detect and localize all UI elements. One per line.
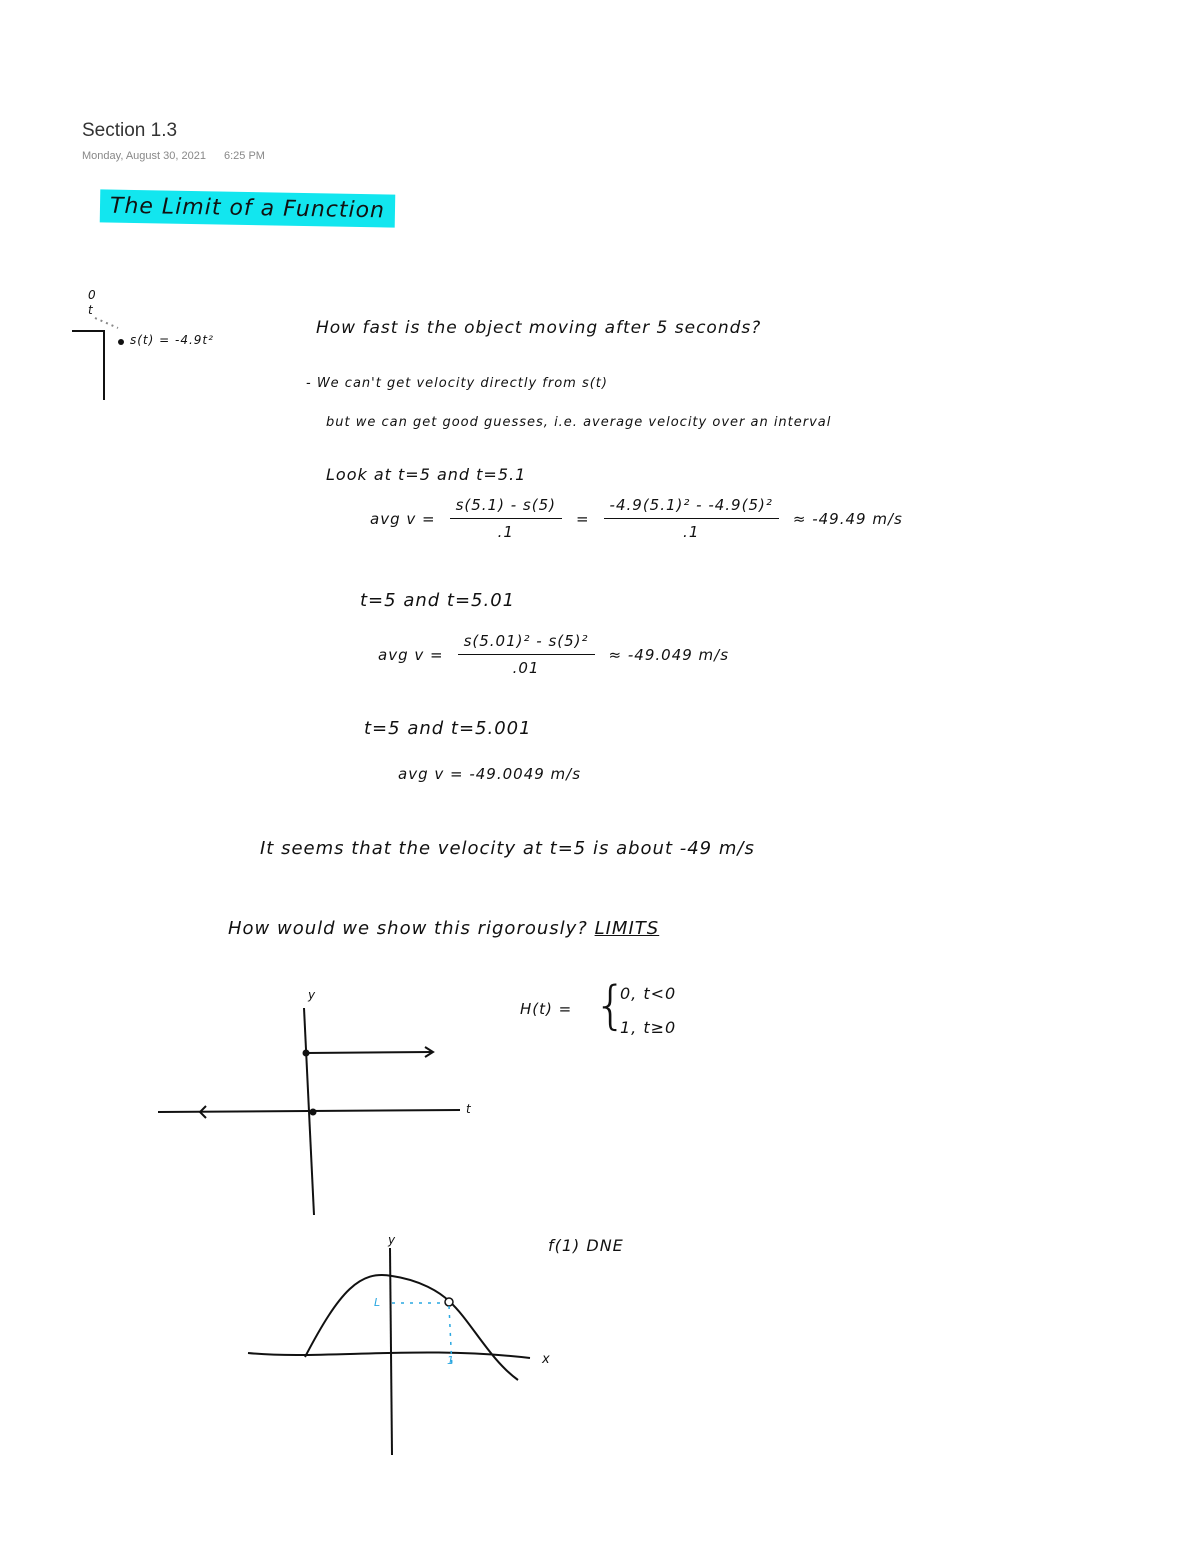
limit-L-label: L bbox=[374, 1296, 382, 1309]
case3-intro: t=5 and t=5.001 bbox=[364, 718, 532, 739]
numerator: s(5.01)² - s(5)² bbox=[458, 632, 595, 655]
limit-graph bbox=[248, 1248, 530, 1455]
case2-result: ≈ -49.049 m/s bbox=[608, 645, 730, 664]
graph1-y-label: y bbox=[308, 988, 317, 1002]
graph2-x-label: x bbox=[542, 1352, 551, 1367]
case1-fraction-2 bbox=[604, 496, 779, 541]
rigor-text: How would we show this rigorously? bbox=[228, 918, 588, 939]
limit-guides bbox=[392, 1303, 452, 1368]
heaviside-name: H(t) = bbox=[520, 1000, 573, 1018]
note-line-1: - We can't get velocity directly from s(t) bbox=[306, 376, 608, 391]
closed-dot-0 bbox=[310, 1109, 317, 1116]
graph1-x-label: t bbox=[466, 1102, 472, 1116]
equals: = bbox=[575, 509, 590, 528]
closed-dot-1 bbox=[303, 1050, 310, 1057]
case2-equation bbox=[378, 632, 729, 677]
limits-keyword: LIMITS bbox=[594, 918, 660, 939]
building-diagram bbox=[72, 318, 118, 400]
rigor-question bbox=[228, 918, 659, 939]
denominator: .1 bbox=[497, 523, 514, 541]
page-time: 6:25 PM bbox=[224, 150, 265, 162]
falling-object-dot bbox=[118, 339, 124, 345]
step-function-graph bbox=[158, 1008, 460, 1215]
building-origin-label: 0 bbox=[88, 288, 97, 302]
conclusion: It seems that the velocity at t=5 is about -49 m/s bbox=[260, 838, 755, 859]
case2-lhs: avg v = bbox=[378, 645, 444, 664]
denominator: .1 bbox=[683, 523, 700, 541]
highlighted-heading: The Limit of a Function bbox=[100, 189, 396, 227]
case1-result: ≈ -49.49 m/s bbox=[792, 509, 903, 528]
numerator: s(5.1) - s(5) bbox=[450, 496, 562, 519]
case3-line: avg v = -49.0049 m/s bbox=[398, 765, 582, 783]
note-line-2: but we can get good guesses, i.e. average velocity over an interval bbox=[326, 415, 832, 430]
case1-fraction-1 bbox=[450, 496, 562, 541]
brace: { bbox=[594, 976, 629, 1036]
dne-note: f(1) DNE bbox=[548, 1236, 624, 1255]
case1-intro: Look at t=5 and t=5.1 bbox=[326, 465, 527, 484]
case1-lhs: avg v = bbox=[370, 509, 436, 528]
x-mark-label: 1 bbox=[447, 1354, 455, 1367]
denominator: .01 bbox=[512, 659, 540, 677]
numerator: -4.9(5.1)² - -4.9(5)² bbox=[604, 496, 779, 519]
page-date: Monday, August 30, 2021 bbox=[82, 150, 206, 162]
position-function: s(t) = -4.9t² bbox=[130, 333, 214, 347]
graph2-y-label: y bbox=[388, 1233, 397, 1247]
page-title: Section 1.3 bbox=[82, 120, 178, 141]
question-text: How fast is the object moving after 5 seconds? bbox=[316, 318, 762, 338]
open-circle-hole bbox=[445, 1298, 453, 1306]
case2-fraction bbox=[458, 632, 595, 677]
heaviside-case-b: 1, t≥0 bbox=[620, 1018, 677, 1037]
building-t-label: t bbox=[88, 303, 94, 317]
case2-intro: t=5 and t=5.01 bbox=[360, 590, 516, 611]
case1-equation bbox=[370, 496, 903, 541]
heaviside-case-a: 0, t<0 bbox=[620, 984, 677, 1003]
